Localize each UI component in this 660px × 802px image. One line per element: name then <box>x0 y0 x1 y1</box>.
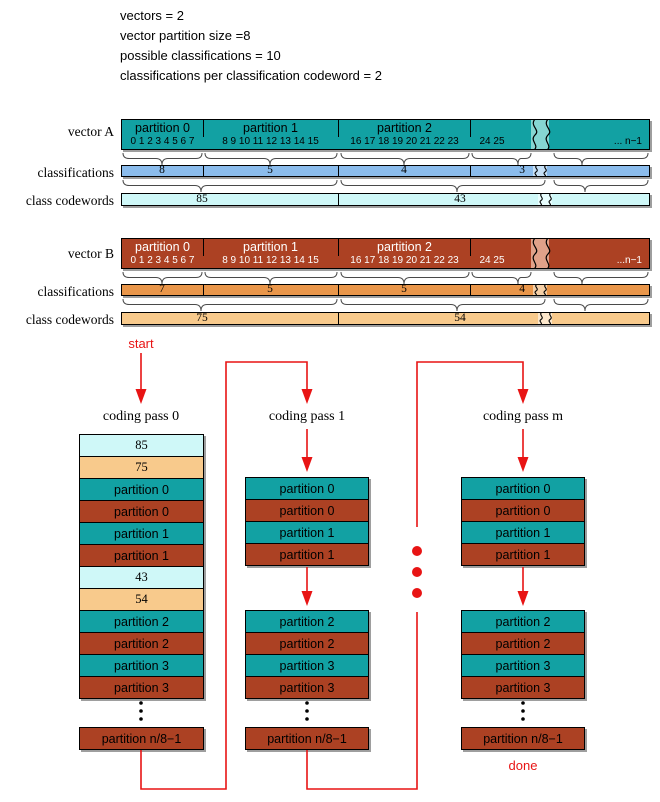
pass-box: partition 0 <box>245 499 369 522</box>
partition-divider <box>203 239 204 256</box>
index-range: 16 17 18 19 20 21 22 23 <box>350 136 459 147</box>
bar-break-squiggle <box>534 194 556 205</box>
vector-a-codewords-label: class codewords <box>25 193 114 208</box>
vector-b-bar <box>121 238 650 269</box>
vector-a-label: vector A <box>67 124 114 139</box>
vector-a-codewords-bar <box>121 193 650 206</box>
pass-box: partition 1 <box>79 522 204 545</box>
classification-value: 4 <box>401 164 407 176</box>
classification-value: 5 <box>401 283 407 295</box>
partition-label: partition 1 <box>243 121 298 135</box>
pass-box: partition 2 <box>461 632 585 655</box>
classification-value: 8 <box>159 164 165 176</box>
classification-value: 3 <box>519 164 525 176</box>
vector-a-classifications-bar <box>121 165 650 177</box>
partition-label: partition 2 <box>377 121 432 135</box>
pass-box: partition 1 <box>461 521 585 544</box>
coding-pass-1-title: coding pass 1 <box>268 409 346 424</box>
pass-box: partition 2 <box>79 610 204 633</box>
header-line-vectors: vectors = 2 <box>120 8 184 23</box>
pass-box: partition 0 <box>461 477 585 500</box>
bar-break-squiggle <box>526 120 554 149</box>
pass-box: partition 3 <box>461 676 585 699</box>
bar-break-squiggle <box>534 313 556 324</box>
ellipsis-dots <box>139 701 525 721</box>
pass-box: 85 <box>79 434 204 457</box>
index-range: 8 9 10 11 12 13 14 15 <box>222 136 319 147</box>
bar-break-squiggle <box>526 239 554 268</box>
vector-a-classifications-label: classifications <box>37 165 114 180</box>
pass-box: partition 0 <box>461 499 585 522</box>
coding-pass-1-group-1 <box>245 477 369 566</box>
pass-box: partition 2 <box>245 632 369 655</box>
partition-label: partition 2 <box>377 240 432 254</box>
cell-divider <box>203 285 204 295</box>
cell-divider <box>338 194 339 205</box>
coding-pass-0-tail <box>79 727 204 750</box>
pass-box: partition 1 <box>245 543 369 566</box>
vector-b-label: vector B <box>67 246 114 261</box>
partition-label: partition 0 <box>135 121 190 135</box>
pass-box: partition 3 <box>245 654 369 677</box>
pass-box: 54 <box>79 588 204 611</box>
codeword-value: 43 <box>454 193 466 205</box>
coding-pass-m-group-2 <box>461 610 585 699</box>
partition-label: partition 1 <box>243 240 298 254</box>
partition-divider <box>338 120 339 137</box>
index-range: 0 1 2 3 4 5 6 7 <box>130 255 195 266</box>
pass-box: 43 <box>79 566 204 589</box>
cell-divider <box>338 285 339 295</box>
classification-value: 5 <box>267 283 273 295</box>
vector-tail: ...n−1 <box>616 255 642 266</box>
vector-b-classifications-label: classifications <box>37 284 114 299</box>
pass-box: partition 1 <box>245 521 369 544</box>
bar-break-squiggle <box>529 285 551 295</box>
index-range: 16 17 18 19 20 21 22 23 <box>350 255 459 266</box>
codeword-value: 85 <box>196 193 208 205</box>
classification-value: 7 <box>159 283 165 295</box>
coding-pass-m-tail <box>461 727 585 750</box>
pass-box: partition 3 <box>461 654 585 677</box>
partition-divider <box>470 120 471 137</box>
pass-box: partition 1 <box>79 544 204 567</box>
coding-pass-m-title: coding pass m <box>482 409 564 424</box>
coding-pass-0-title: coding pass 0 <box>102 409 180 424</box>
index-range: 8 9 10 11 12 13 14 15 <box>222 255 319 266</box>
pass-box: partition 0 <box>245 477 369 500</box>
codeword-value: 75 <box>196 312 208 324</box>
partition-divider <box>470 239 471 256</box>
classification-value: 5 <box>267 164 273 176</box>
partition-divider <box>338 239 339 256</box>
index-range: 24 25 <box>479 136 505 147</box>
index-range: 0 1 2 3 4 5 6 7 <box>130 136 195 147</box>
pass-box: 75 <box>79 456 204 479</box>
pass-box: partition n/8−1 <box>461 727 585 750</box>
pass-box: partition 3 <box>245 676 369 699</box>
start-label: start <box>128 336 154 351</box>
index-range: 24 25 <box>479 255 505 266</box>
vector-a-bar <box>121 119 650 150</box>
vector-tail: ... n−1 <box>613 136 642 147</box>
done-label: done <box>508 758 538 773</box>
pass-box: partition 2 <box>79 632 204 655</box>
header-line-classifications-per-codeword: classifications per classification codeword = 2 <box>120 68 382 83</box>
pass-box: partition 1 <box>461 543 585 566</box>
brace-row-b2 <box>121 298 650 312</box>
pass-box: partition 3 <box>79 654 204 677</box>
pass-box: partition n/8−1 <box>79 727 204 750</box>
partition-label: partition 0 <box>135 240 190 254</box>
pass-box: partition 0 <box>79 500 204 523</box>
vector-b-codewords-label: class codewords <box>25 312 114 327</box>
coding-pass-m-group-1 <box>461 477 585 566</box>
pass-box: partition 3 <box>79 676 204 699</box>
classification-value: 4 <box>519 283 525 295</box>
cell-divider <box>203 166 204 176</box>
cell-divider <box>338 313 339 324</box>
pass-box: partition n/8−1 <box>245 727 369 750</box>
codeword-value: 54 <box>454 312 466 324</box>
pass-box: partition 2 <box>461 610 585 633</box>
coding-pass-0-column <box>79 434 204 699</box>
vector-b-codewords-bar <box>121 312 650 325</box>
pass-box: partition 0 <box>79 478 204 501</box>
header-line-possible-classifications: possible classifications = 10 <box>120 48 281 63</box>
bar-break-squiggle <box>529 166 551 176</box>
vector-b-classifications-bar <box>121 284 650 296</box>
brace-row-a2 <box>121 179 650 193</box>
coding-pass-1-tail <box>245 727 369 750</box>
coding-pass-1-group-2 <box>245 610 369 699</box>
header-line-partition-size: vector partition size =8 <box>120 28 251 43</box>
partition-divider <box>203 120 204 137</box>
cell-divider <box>338 166 339 176</box>
pass-box: partition 2 <box>245 610 369 633</box>
